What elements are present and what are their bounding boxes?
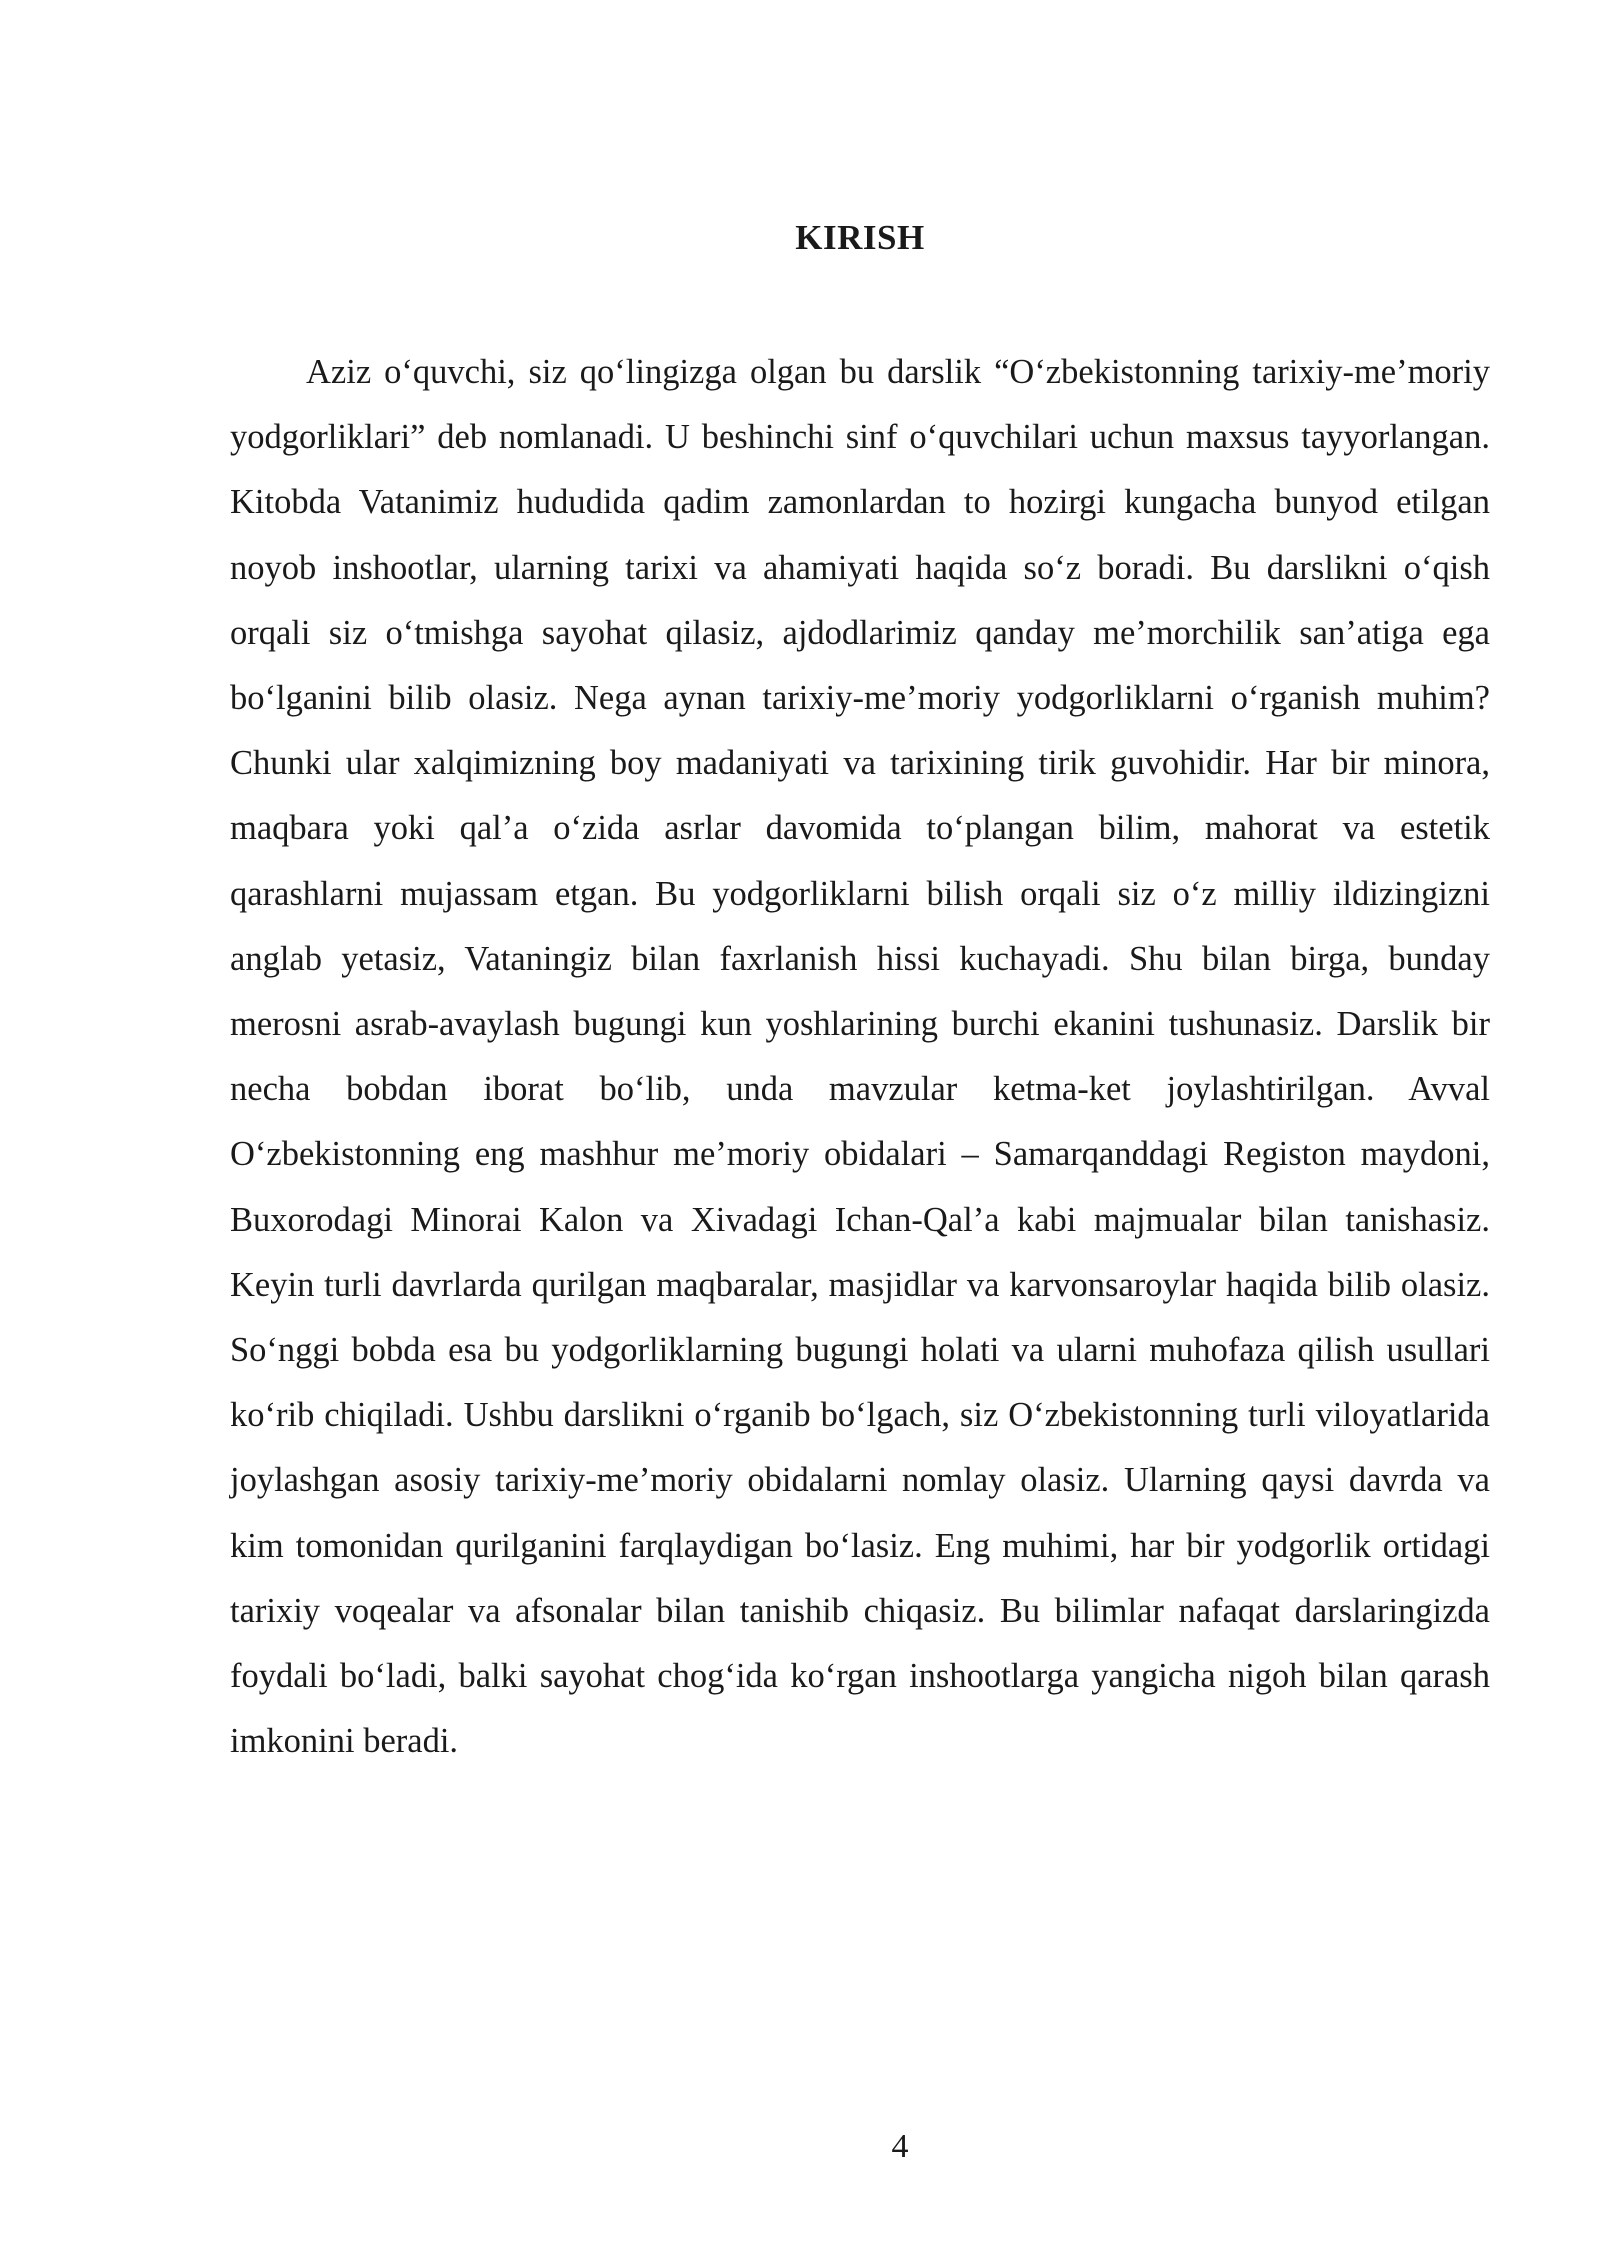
page-title: KIRISH <box>795 218 925 257</box>
body-paragraph: Aziz o‘quvchi, siz qo‘lingizga olgan bu darslik “O‘zbekistonning tarixiy-me’moriy yodgorliklari” deb nomlanadi. U beshinchi sinf o‘quvchilari uchun maxsus tayyorlangan. Kitobda Vatanimiz hududida qadim zamonlardan to hozirgi kungacha bunyod etilgan noyob inshootlar, ularning tarixi va ahamiyati haqida so‘z boradi. Bu darslikni o‘qish orqali siz o‘tmishga sayohat qilasiz, ajdodlarimiz qanday me’morchilik san’atiga ega bo‘lganini bilib olasiz. Nega aynan tarixiy-me’moriy yodgorliklarni o‘rganish muhim? Chunki ular xalqimizning boy madaniyati va tarixining tirik guvohidir. Har bir minora, maqbara yoki qal’a o‘zida asrlar davomida to‘plangan bilim, mahorat va estetik qarashlarni mujassam etgan. Bu yodgorliklarni bilish orqali siz o‘z milliy ildizingizni anglab yetasiz, Vataningiz bilan faxrlanish hissi kuchayadi. Shu bilan birga, bunday merosni asrab-avaylash bugungi kun yoshlarining burchi ekanini tushunasiz. Darslik bir necha bobdan iborat bo‘lib, unda mavzular ketma-ket joylashtirilgan. Avval O‘zbekistonning eng mashhur me’moriy obidalari – Samarqanddagi Registon maydoni, Buxorodagi Minorai Kalon va Xivadagi Ichan-Qal’a kabi majmualar bilan tanishasiz. Keyin turli davrlarda qurilgan maqbaralar, masjidlar va karvonsaroylar haqida bilib olasiz. So‘nggi bobda esa bu yodgorliklarning bugungi holati va ularni muhofaza qilish usullari ko‘rib chiqiladi. Ushbu darslikni o‘rganib bo‘lgach, siz O‘zbekistonning turli viloyatlarida joylashgan asosiy tarixiy-me’moriy obidalarni nomlay olasiz. Ularning qaysi davrda va kim tomonidan qurilganini farqlaydigan bo‘lasiz. Eng muhimi, har bir yodgorlik ortidagi tarixiy voqealar va afsonalar bilan tanishib chiqasiz. Bu bilimlar nafaqat darslaringizda foydali bo‘ladi, balki sayohat chog‘ida ko‘rgan inshootlarga yangicha nigoh bilan qarash imkonini beradi. <box>230 353 1490 1761</box>
page-number: 4 <box>891 2128 909 2165</box>
